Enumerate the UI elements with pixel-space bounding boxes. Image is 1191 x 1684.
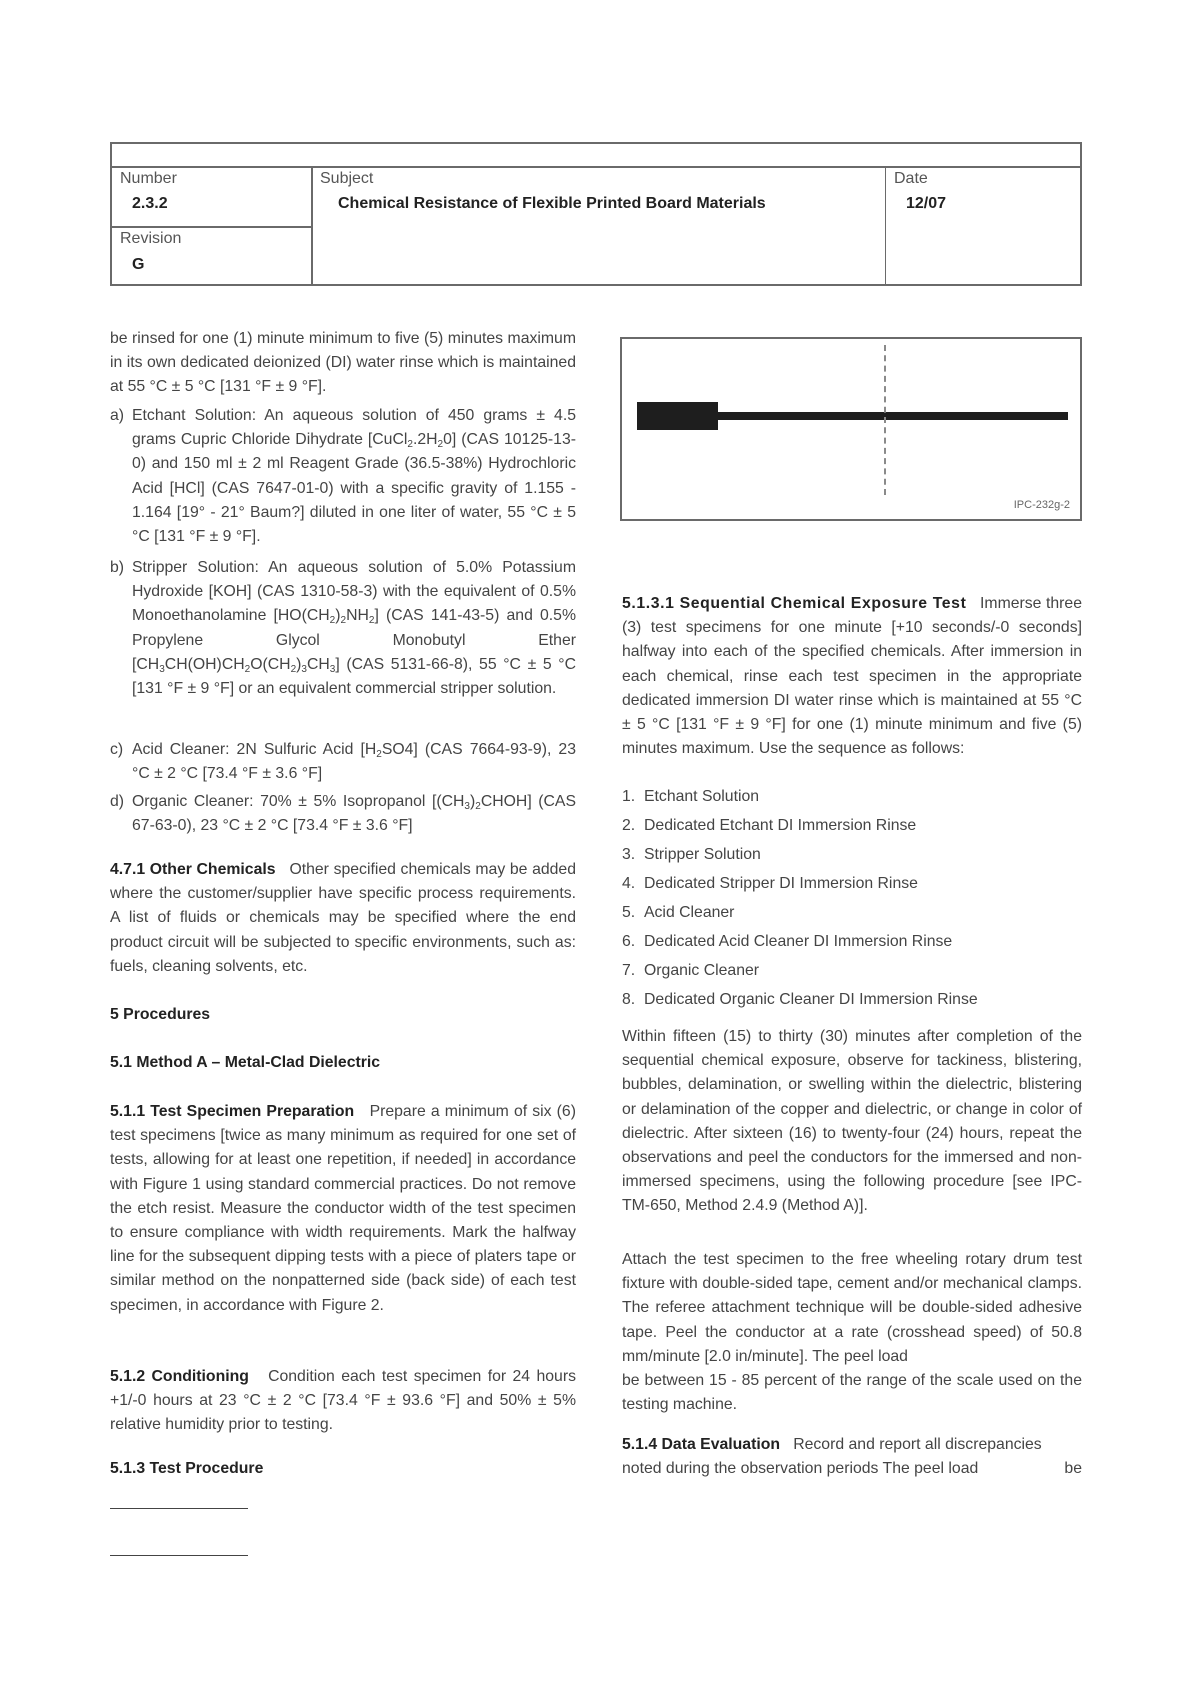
section-5-1-heading: 5.1 Method A – Metal-Clad Dielectric: [110, 1054, 381, 1071]
section-heading: 5.1.1 Test Specimen Preparation: [110, 1103, 355, 1120]
section-5-1-1: [110, 1100, 576, 1318]
date-value: 12/07: [906, 195, 947, 212]
item-label: Dedicated Acid Cleaner DI Immersion Rinse: [644, 933, 953, 950]
sequence-item: [622, 875, 1082, 904]
item-marker: a): [110, 407, 125, 424]
item-label: Acid Cleaner: [644, 904, 735, 921]
number-value: 2.3.2: [132, 195, 168, 212]
sequence-list: [622, 788, 1082, 1020]
section-heading: 5.1.4 Data Evaluation: [622, 1436, 781, 1453]
observation-paragraph: Within fifteen (15) to thirty (30) minutes after completion of the sequential chemical exposure, observe for tackiness, blistering, bubbles, delamination, or swelling within the dielectric, blistering or delamination of the copper and dielectric, or change in color of dielectric. After sixteen (16) to twenty-four (24) hours, repeat the observations and peel the conductors for the immersed and non-immersed specimens, using the following procedure [see IPC-TM-650, Method 2.4.9 (Method A)].: [622, 1028, 1082, 1215]
section-5-1-3-heading: 5.1.3 Test Procedure: [110, 1460, 264, 1477]
sequence-item: [622, 904, 1082, 933]
intro-paragraph: be rinsed for one (1) minute minimum to five (5) minutes maximum in its own dedicated deionized (DI) water rinse which is maintained at 55 °C ± 5 °C [131 °F ± 9 °F].: [110, 330, 576, 396]
item-label: Dedicated Stripper DI Immersion Rinse: [644, 875, 918, 892]
chemical-item-d: [110, 790, 576, 838]
item-text: Acid Cleaner: 2N Sulfuric Acid $[H_2SO4]$ (CAS 7664-93-9), 23 °C ± 2 °C [73.4 °F ± 3.6 °F]: [132, 741, 576, 783]
section-5-1-2: [110, 1365, 576, 1438]
date-label: Date: [894, 170, 928, 187]
chemical-item-c: [110, 738, 576, 786]
section-5-heading: 5 Procedures: [110, 1006, 211, 1023]
section-5-1-4: [622, 1433, 1082, 1481]
section-heading: 5.1.3.1 Sequential Chemical Exposure Test: [622, 595, 967, 612]
section-4-7-1: [110, 858, 576, 979]
sequence-item: [622, 962, 1082, 991]
figure-2-specimen-diagram: [620, 337, 1082, 521]
document-header-table: [110, 142, 1082, 286]
specimen-conductor-trace: [718, 412, 1068, 420]
item-label: Dedicated Etchant DI Immersion Rinse: [644, 817, 917, 834]
section-5-1-3-1: [622, 592, 1082, 761]
item-number: 7.: [622, 962, 636, 979]
item-marker: c): [110, 741, 124, 758]
revision-label: Revision: [120, 230, 182, 247]
subject-value: Chemical Resistance of Flexible Printed Board Materials: [338, 195, 766, 212]
halfway-line: [884, 345, 886, 495]
item-label: Dedicated Organic Cleaner DI Immersion Rinse: [644, 991, 978, 1008]
sequence-item: [622, 933, 1082, 962]
item-number: 4.: [622, 875, 636, 892]
item-number: 1.: [622, 788, 636, 805]
section-body-continued: noted during the observation periods The peel load: [622, 1460, 979, 1478]
revision-value: G: [132, 256, 145, 273]
sequence-item: [622, 788, 1082, 817]
item-label: Stripper Solution: [644, 846, 761, 863]
attach-paragraph: [622, 1248, 1082, 1417]
chemical-item-b: [110, 556, 576, 701]
chemical-item-a: [110, 404, 576, 549]
item-number: 8.: [622, 991, 636, 1008]
item-number: 3.: [622, 846, 636, 863]
section-body-tail: be: [1064, 1460, 1082, 1478]
sequence-item: [622, 846, 1082, 875]
item-number: 2.: [622, 817, 636, 834]
item-text: Etchant Solution: An aqueous solution of 450 grams ± 4.5 grams Cupric Chloride Dihydrate $[CuCl_2.2H_20]$ (CAS 10125-13-0) and 150 ml ± 2 ml Reagent Grade (36.5-38%) Hydrochloric Acid [HCl] (CAS 7647-01-0) with a specific gravity of 1.155 - 1.164 [19° - 21° Baum?] diluted in one liter of water, 55 °C ± 5 °C [131 °F ± 9 °F].: [132, 407, 576, 546]
row-divider: [112, 226, 311, 228]
item-number: 6.: [622, 933, 636, 950]
footnote-rule: [110, 1508, 248, 1509]
item-label: Etchant Solution: [644, 788, 760, 805]
subject-label: Subject: [320, 170, 374, 187]
section-body: Record and report all discrepancies: [793, 1436, 1042, 1453]
header-top-row: [112, 144, 1080, 168]
section-heading: 5.1.2 Conditioning: [110, 1368, 249, 1385]
section-heading: 4.7.1 Other Chemicals: [110, 861, 276, 878]
specimen-pad: [637, 402, 718, 430]
item-marker: b): [110, 559, 125, 576]
sequence-item: [622, 817, 1082, 846]
attach-text-1: Attach the test specimen to the free wheeling rotary drum test fixture with double-sided tape, cement and/or mechanical clamps. The referee attachment technique will be double-sided adhesive tape. Peel the conductor at a rate (crosshead speed) of 50.8 mm/minute [2.0 in/minute]. The peel load: [622, 1251, 1082, 1365]
column-divider: [885, 166, 886, 284]
footnote-rule: [110, 1555, 248, 1556]
figure-caption: IPC-232g-2: [1013, 499, 1070, 511]
number-label: Number: [120, 170, 177, 187]
section-body: Condition each test specimen for 24 hours +1/-0 hours at 23 °C ± 2 °C [73.4 °F ± 93.6 °F] and 50% ± 5% relative humidity prior to testing.: [110, 1368, 576, 1434]
item-text: Stripper Solution: An aqueous solution of 5.0% Potassium Hydroxide [KOH] (CAS 1310-58-3) with the equivalent of 0.5% Monoethanolamine $[HO(CH_2)_2NH_2]$ (CAS 141-43-5) and 0.5% Propylene Glycol Monobutyl Ether $[CH_3CH(OH)CH_2O(CH_2)_3CH_3]$ (CAS 5131-66-8), 55 °C ± 5 °C [131 °F ± 9 °F] or an equivalent commercial stripper solution.: [132, 559, 576, 698]
item-label: Organic Cleaner: [644, 962, 760, 979]
section-body: Other specified chemicals may be added where the customer/supplier have specific process requirements. A list of fluids or chemicals may be specified where the end product circuit will be subjected to specific environments, such as: fuels, cleaning solvents, etc.: [110, 861, 576, 975]
section-body: Prepare a minimum of six (6) test specimens [twice as many minimum as required for one set of tests, allowing for at least one repetition, if needed] in accordance with Figure 1 using standard commercial practices. Do not remove the etch resist. Measure the conductor width of the test specimen to ensure compliance with width requirements. Mark the halfway line for the subsequent dipping tests with a piece of platers tape or similar method on the nonpatterned side (back side) of each test specimen, in accordance with Figure 2.: [110, 1103, 576, 1314]
item-number: 5.: [622, 904, 636, 921]
item-marker: d): [110, 793, 125, 810]
item-text: Organic Cleaner: 70% ± 5% Isopropanol $[(CH_3)_2CHOH]$ (CAS 67-63-0), 23 °C ± 2 °C [73.4 °F ± 3.6 °F]: [132, 793, 576, 835]
section-body: Immerse three (3) test specimens for one minute [+10 seconds/-0 seconds] halfway into each of the specified chemicals. After immersion in each chemical, rinse each test specimen in the appropriate dedicated immersion DI water rinse which is maintained at 55 °C ± 5 °C [131 °F ± 9 °F] for one (1) minute minimum and five (5) minutes maximum. Use the sequence as follows:: [622, 595, 1082, 758]
attach-text-2: be between 15 - 85 percent of the range of the scale used on the testing machine.: [622, 1372, 1082, 1414]
column-divider: [311, 166, 313, 284]
sequence-item: [622, 991, 1082, 1020]
